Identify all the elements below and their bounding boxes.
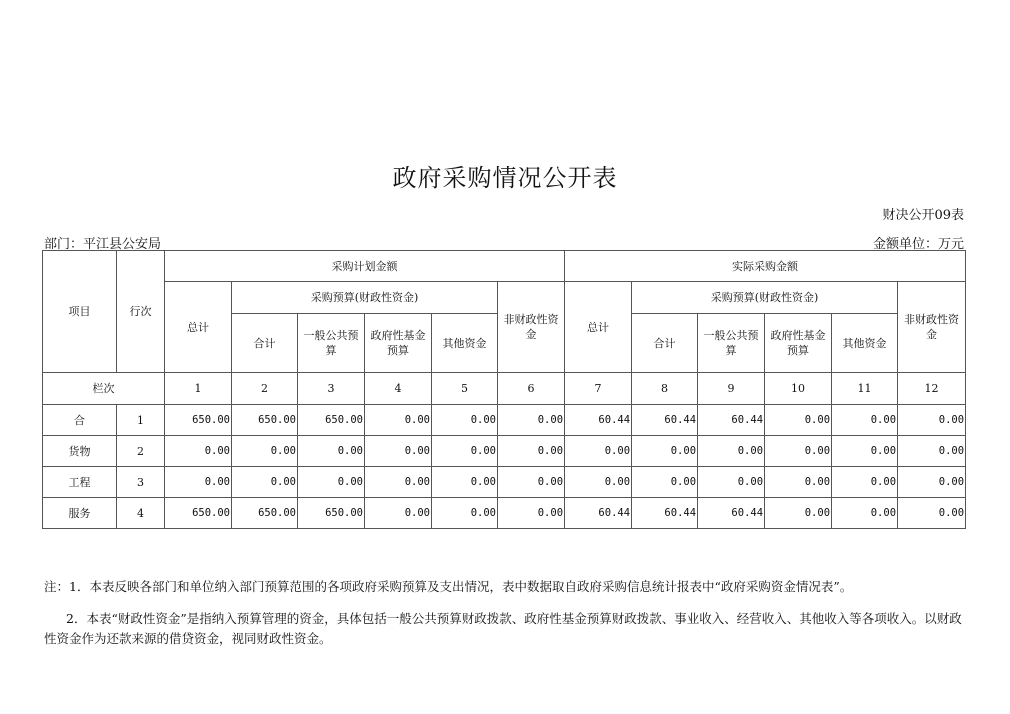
cell-value: 0.00 xyxy=(765,498,832,529)
cell-value: 60.44 xyxy=(632,405,698,436)
header-actual-non-fiscal: 非财政性资金 xyxy=(898,282,966,373)
cell-value: 0.00 xyxy=(832,498,898,529)
cell-value: 0.00 xyxy=(498,405,565,436)
cell-value: 0.00 xyxy=(832,436,898,467)
cell-value: 0.00 xyxy=(365,467,432,498)
cell-value: 0.00 xyxy=(698,467,765,498)
cell-value: 650.00 xyxy=(298,405,365,436)
header-planned-budget: 采购预算(财政性资金) xyxy=(232,282,498,314)
cell-value: 60.44 xyxy=(698,405,765,436)
cell-value: 0.00 xyxy=(498,467,565,498)
column-number: 3 xyxy=(298,373,365,405)
department-label: 部门：平江县公安局 xyxy=(44,237,162,252)
row-name: 货物 xyxy=(43,436,117,467)
cell-value: 0.00 xyxy=(898,498,966,529)
footnote-1: 注：1．本表反映各部门和单位纳入部门预算范围的各项政府采购预算及支出情况，表中数据取自政府采购信息统计报表中“政府采购资金情况表”。 xyxy=(44,579,853,594)
header-item: 项目 xyxy=(43,251,117,373)
cell-value: 0.00 xyxy=(898,467,966,498)
column-number: 5 xyxy=(432,373,498,405)
procurement-table xyxy=(42,250,966,529)
cell-value: 650.00 xyxy=(232,498,298,529)
cell-value: 0.00 xyxy=(432,405,498,436)
cell-value: 0.00 xyxy=(765,436,832,467)
row-name: 工程 xyxy=(43,467,117,498)
cell-value: 0.00 xyxy=(365,405,432,436)
column-number: 11 xyxy=(832,373,898,405)
cell-value: 0.00 xyxy=(565,467,632,498)
column-number: 8 xyxy=(632,373,698,405)
row-no: 3 xyxy=(117,467,165,498)
table-number: 财决公开09表 xyxy=(882,208,964,223)
row-name: 合 xyxy=(43,405,117,436)
cell-value: 0.00 xyxy=(432,498,498,529)
cell-value: 650.00 xyxy=(165,498,232,529)
header-planned-non-fiscal: 非财政性资金 xyxy=(498,282,565,373)
header-planned-general-budget: 一般公共预算 xyxy=(298,314,365,373)
header-planned-subtotal: 合计 xyxy=(232,314,298,373)
cell-value: 0.00 xyxy=(765,405,832,436)
header-actual-other-funds: 其他资金 xyxy=(832,314,898,373)
cell-value: 0.00 xyxy=(298,467,365,498)
header-row-no: 行次 xyxy=(117,251,165,373)
cell-value: 0.00 xyxy=(632,436,698,467)
cell-value: 0.00 xyxy=(165,436,232,467)
header-actual-budget: 采购预算(财政性资金) xyxy=(632,282,898,314)
header-planned-other-funds: 其他资金 xyxy=(432,314,498,373)
cell-value: 0.00 xyxy=(832,467,898,498)
header-actual-amount: 实际采购金额 xyxy=(565,251,966,282)
row-name: 服务 xyxy=(43,498,117,529)
cell-value: 0.00 xyxy=(498,436,565,467)
column-number: 2 xyxy=(232,373,298,405)
cell-value: 0.00 xyxy=(365,498,432,529)
header-planned-fund-budget: 政府性基金预算 xyxy=(365,314,432,373)
row-no: 2 xyxy=(117,436,165,467)
footnotes xyxy=(44,577,966,649)
cell-value: 650.00 xyxy=(165,405,232,436)
column-number: 7 xyxy=(565,373,632,405)
column-number: 4 xyxy=(365,373,432,405)
cell-value: 0.00 xyxy=(698,436,765,467)
table-row xyxy=(43,498,966,529)
column-number: 9 xyxy=(698,373,765,405)
cell-value: 0.00 xyxy=(432,467,498,498)
cell-value: 0.00 xyxy=(498,498,565,529)
cell-value: 60.44 xyxy=(565,498,632,529)
table-row xyxy=(43,467,966,498)
cell-value: 0.00 xyxy=(232,467,298,498)
footnote-2: 2．本表“财政性资金”是指纳入预算管理的资金，具体包括一般公共预算财政拨款、政府性基金预算财政拨款、事业收入、经营收入、其他收入等各项收入。以财政性资金作为还款来源的借贷资金，视同财政性资金。 xyxy=(44,611,962,646)
cell-value: 0.00 xyxy=(565,436,632,467)
header-actual-total: 总计 xyxy=(565,282,632,373)
cell-value: 60.44 xyxy=(565,405,632,436)
column-number: 6 xyxy=(498,373,565,405)
cell-value: 650.00 xyxy=(232,405,298,436)
cell-value: 0.00 xyxy=(765,467,832,498)
table-row xyxy=(43,436,966,467)
column-number-label: 栏次 xyxy=(43,373,165,405)
header-actual-general-budget: 一般公共预算 xyxy=(698,314,765,373)
cell-value: 0.00 xyxy=(365,436,432,467)
cell-value: 0.00 xyxy=(832,405,898,436)
column-number: 1 xyxy=(165,373,232,405)
header-planned-total: 总计 xyxy=(165,282,232,373)
column-number: 12 xyxy=(898,373,966,405)
row-no: 4 xyxy=(117,498,165,529)
page-title: 政府采购情况公开表 xyxy=(392,164,618,192)
header-actual-fund-budget: 政府性基金预算 xyxy=(765,314,832,373)
row-no: 1 xyxy=(117,405,165,436)
header-actual-subtotal: 合计 xyxy=(632,314,698,373)
cell-value: 0.00 xyxy=(898,405,966,436)
cell-value: 650.00 xyxy=(298,498,365,529)
cell-value: 0.00 xyxy=(432,436,498,467)
column-number: 10 xyxy=(765,373,832,405)
cell-value: 0.00 xyxy=(165,467,232,498)
header-planned-amount: 采购计划金额 xyxy=(165,251,565,282)
table-row xyxy=(43,405,966,436)
cell-value: 0.00 xyxy=(898,436,966,467)
cell-value: 60.44 xyxy=(698,498,765,529)
cell-value: 60.44 xyxy=(632,498,698,529)
cell-value: 0.00 xyxy=(298,436,365,467)
cell-value: 0.00 xyxy=(632,467,698,498)
amount-unit-label: 金额单位：万元 xyxy=(872,237,964,252)
cell-value: 0.00 xyxy=(232,436,298,467)
